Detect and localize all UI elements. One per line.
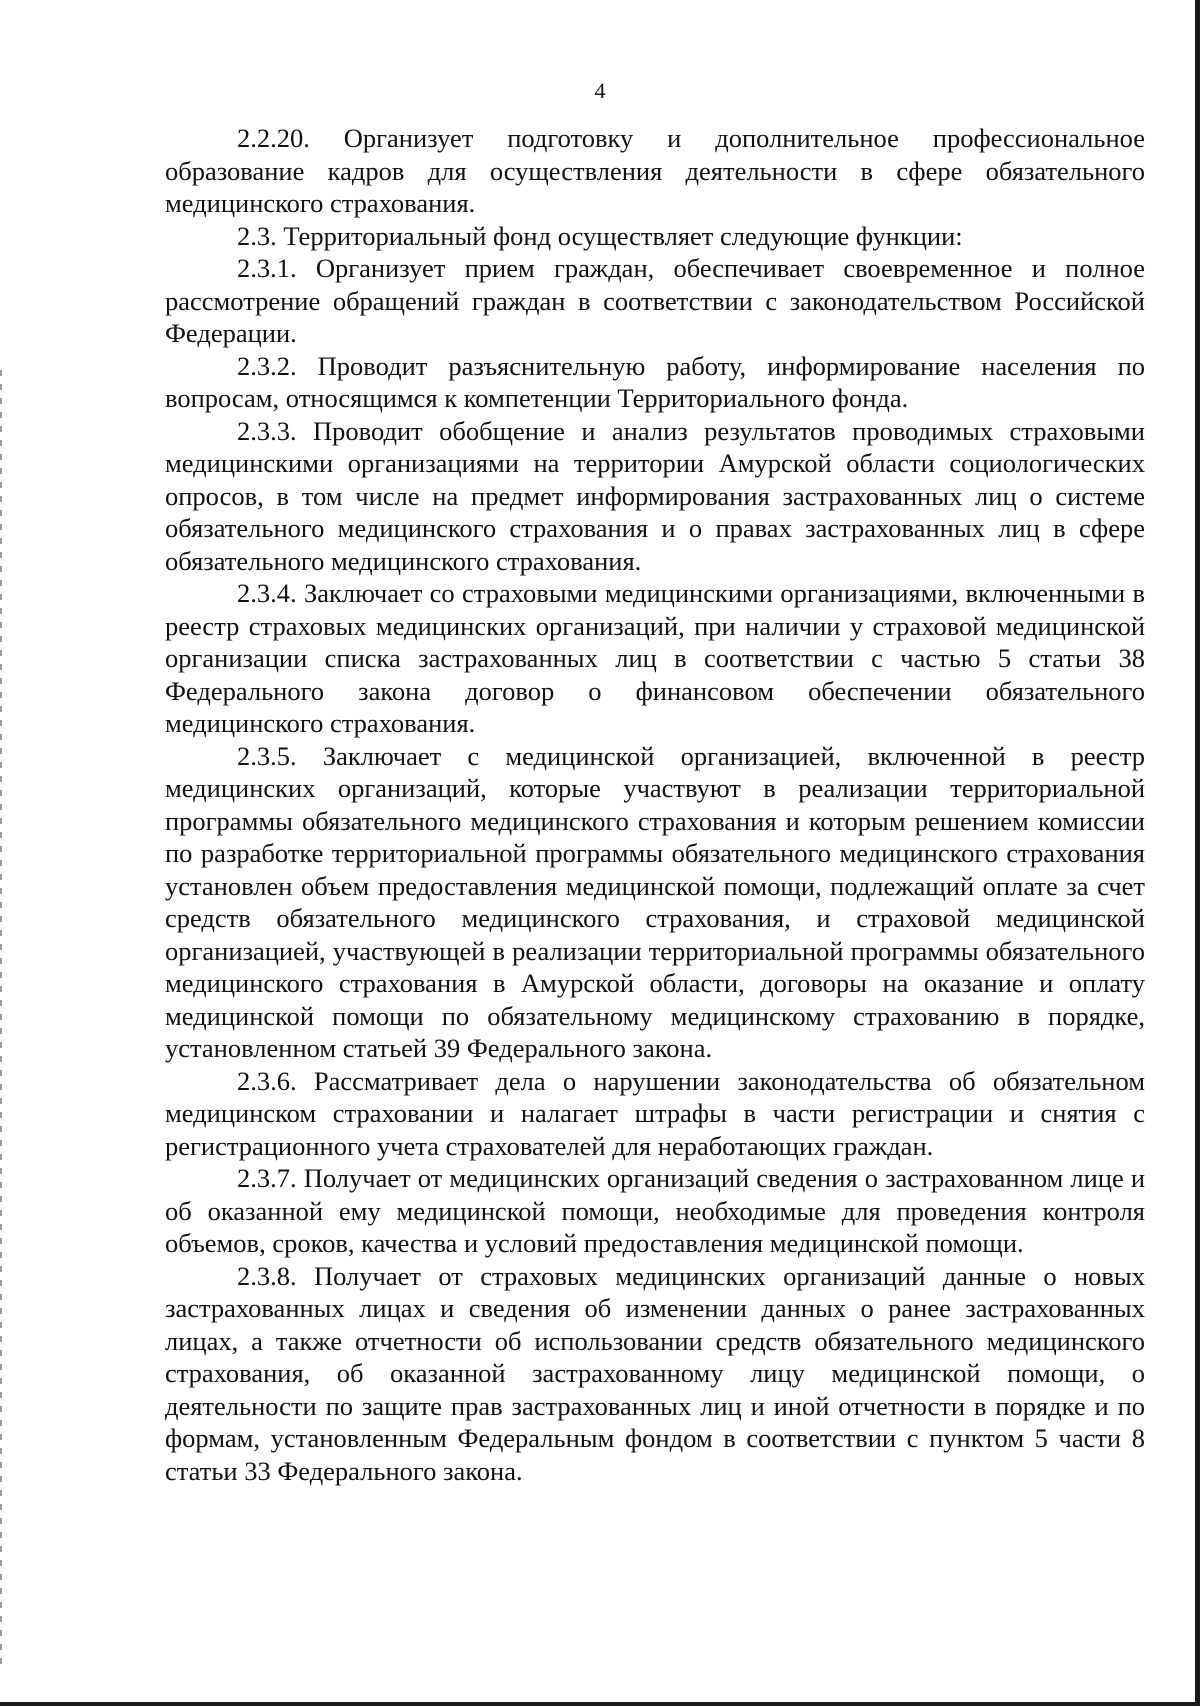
paragraph-2-3-5: 2.3.5. Заключает с медицинской организацией, включенной в реестр медицинских организаций, которые участвуют в реализации территориальной программы обязательного медицинского страхования и которым решением комиссии по разработке территориальной программы обязательного медицинского страхования установлен объем предоставления медицинской помощи, подлежащий оплате за счет средств обязательного медицинского страхования, и страховой медицинской организацией, участвующей в реализации территориальной программы обязательного медицинского страхования в Амурской области, договоры на оказание и оплату медицинской помощи по обязательному медицинскому страхованию в порядке, установленном статьей 39 Федерального закона. (165, 740, 1145, 1063)
paragraph-2-3-4: 2.3.4. Заключает со страховыми медицинскими организациями, включенными в реестр страховых медицинских организаций, при наличии у страховой медицинской организации списка застрахованных лиц в соответствии с частью 5 статьи 38 Федерального закона договор о финансовом обеспечении обязательного медицинского страхования. (165, 578, 1145, 738)
paragraph-2-3-7: 2.3.7. Получает от медицинских организаций сведения о застрахованном лице и об оказанной ему медицинской помощи, необходимые для проведения контроля объемов, сроков, качества и условий предоставления медицинской помощи. (165, 1163, 1145, 1258)
paragraph-2-3-2: 2.3.2. Проводит разъяснительную работу, информирование населения по вопросам, относящимся к компетенции Территориального фонда. (165, 350, 1145, 413)
scan-bottom-edge-border (0, 1702, 1200, 1706)
scan-left-edge-artifact (0, 370, 2, 1670)
paragraph-2-3: 2.3. Территориальный фонд осуществляет следующие функции: (237, 220, 963, 251)
scan-right-edge-border (1195, 0, 1200, 1706)
paragraph-2-2-20: 2.2.20. Организует подготовку и дополнительное профессиональное образование кадров для осуществления деятельности в сфере обязательного медицинского страхования. (165, 123, 1145, 218)
paragraph-2-3-1: 2.3.1. Организует прием граждан, обеспечивает своевременное и полное рассмотрение обращений граждан в соответствии с законодательством Российской Федерации. (165, 253, 1145, 348)
paragraph-2-3-3: 2.3.3. Проводит обобщение и анализ результатов проводимых страховыми медицинскими организациями на территории Амурской области социологических опросов, в том числе на предмет информирования застрахованных лиц о системе обязательного медицинского страхования и о правах застрахованных лиц в сфере обязательного медицинского страхования. (165, 415, 1145, 576)
page-number: 4 (594, 78, 606, 103)
document-body (165, 122, 1145, 1487)
paragraph-2-3-8: 2.3.8. Получает от страховых медицинских организаций данные о новых застрахованных лицах и сведения об изменении данных о ранее застрахованных лицах, а также отчетности об использовании средств обязательного медицинского страхования, об оказанной застрахованному лицу медицинской помощи, о деятельности по защите прав застрахованных лиц и иной отчетности в порядке и по формам, установленным Федеральным фондом в соответствии с пунктом 5 части 8 статьи 33 Федерального закона. (165, 1260, 1145, 1486)
paragraph-2-3-6: 2.3.6. Рассматривает дела о нарушении законодательства об обязательном медицинском страховании и налагает штрафы в части регистрации и снятия с регистрационного учета страхователей для неработающих граждан. (165, 1065, 1145, 1161)
